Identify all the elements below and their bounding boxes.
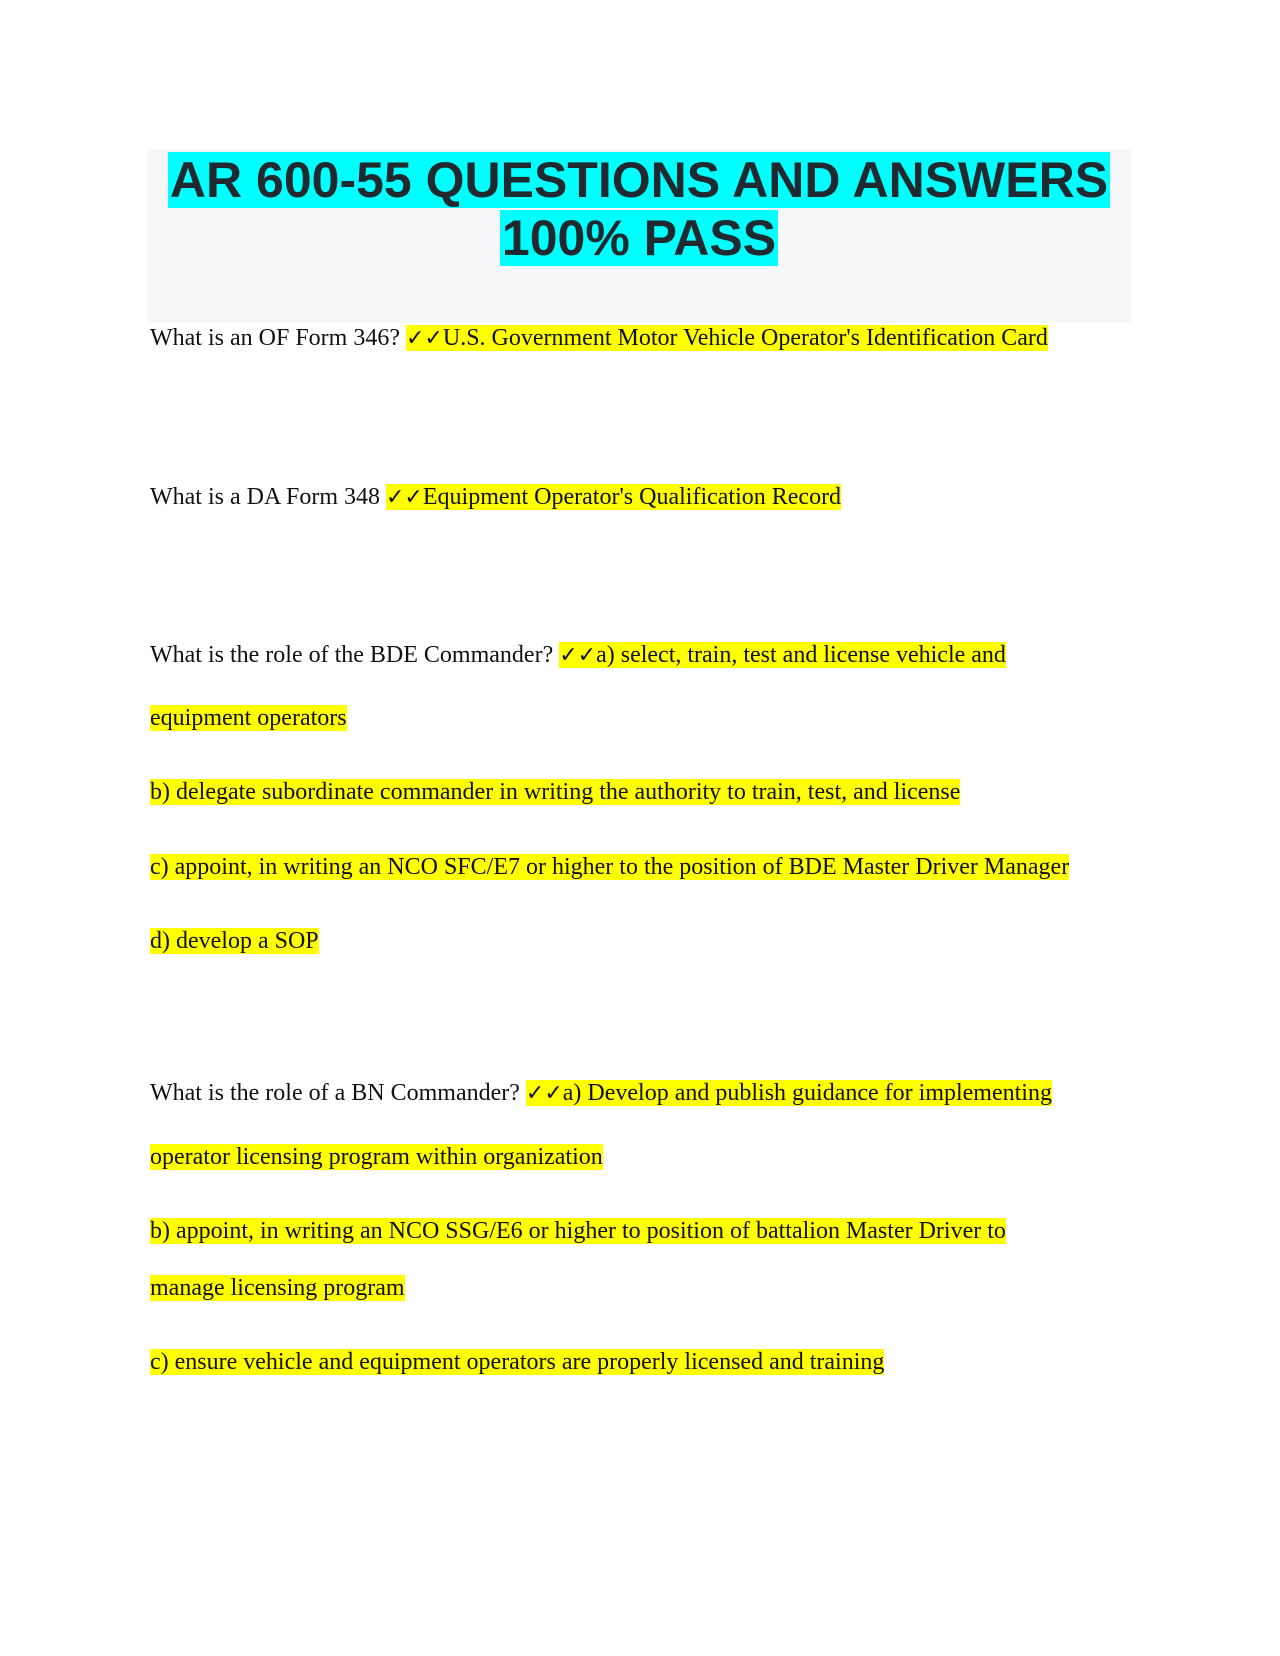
answer-highlight [559,642,1006,668]
check-icon: ✓✓ [559,643,597,668]
qa-item-2 [150,482,841,513]
check-icon: ✓✓ [525,1081,563,1106]
answer-line [150,777,960,807]
answer-line [150,1142,603,1172]
answer-line [150,1347,884,1377]
answer-text: equipment operators [150,705,347,731]
answer-text: Equipment Operator's Qualification Record [422,484,842,510]
answer-highlight [526,1080,1052,1106]
page-title [147,149,1131,267]
check-icon: ✓✓ [405,326,443,351]
answer-text: b) appoint, in writing an NCO SSG/E6 or higher to position of battalion Master Driver to [150,1218,1006,1244]
answer-text: manage licensing program [150,1275,405,1301]
check-icon: ✓✓ [385,485,423,510]
answer-text: operator licensing program within organization [150,1144,603,1170]
answer-text: a) Develop and publish guidance for implementing [562,1080,1052,1106]
answer-text: U.S. Government Motor Vehicle Operator's Identification Card [442,325,1048,351]
answer-text: c) ensure vehicle and equipment operators are properly licensed and training [150,1349,885,1375]
title-line-2: 100% PASS [501,210,777,266]
answer-line [150,703,347,733]
qa-item-1 [150,323,1048,354]
question-text: What is the role of a BN Commander? [150,1080,526,1106]
qa-item-3 [150,640,1006,671]
question-text: What is a DA Form 348 [150,484,386,510]
qa-item-4 [150,1078,1052,1109]
question-text: What is an OF Form 346? [150,325,406,351]
question-text: What is the role of the BDE Commander? [150,642,560,668]
answer-line [150,852,1069,882]
title-banner [147,149,1131,323]
answer-highlight [406,325,1048,351]
answer-text: c) appoint, in writing an NCO SFC/E7 or higher to the position of BDE Master Driver Manager [150,854,1070,880]
answer-line [150,1273,405,1303]
answer-text: b) delegate subordinate commander in writing the authority to train, test, and license [150,779,961,805]
answer-highlight [386,484,841,510]
answer-line [150,926,319,956]
answer-text: d) develop a SOP [150,928,319,954]
title-line-1: AR 600-55 QUESTIONS AND ANSWERS [169,152,1109,208]
answer-line [150,1216,1006,1246]
answer-text: a) select, train, test and license vehicle and [596,642,1006,668]
